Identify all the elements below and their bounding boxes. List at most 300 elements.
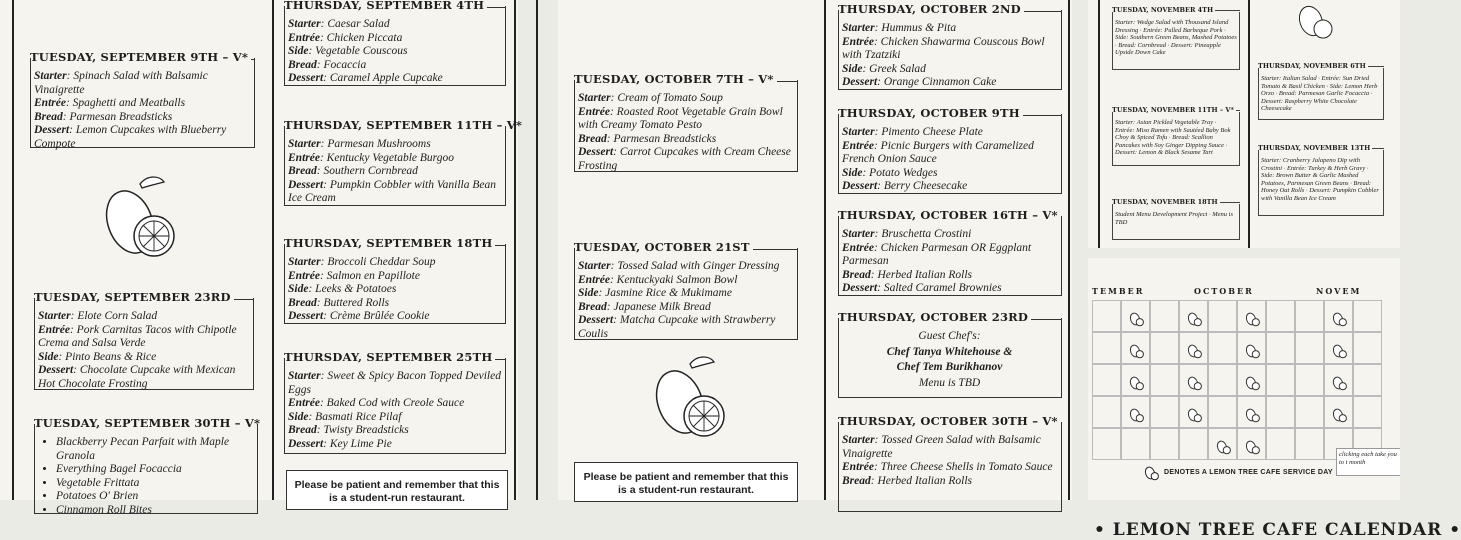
menu-line: Side: Greek Salad [842,62,926,75]
small-card-header [1112,7,1240,15]
september-menu-panel [0,0,523,516]
calendar-day-cell [1353,300,1382,332]
menu-dish: Basmati Rice Pilaf [315,410,402,423]
menu-line: Side: Jasmine Rice & Mukimame [578,287,732,299]
card-body [288,138,501,206]
small-card-rule [1372,148,1384,149]
card-body [288,256,501,324]
menu-card-oct-2 [838,2,1062,90]
menu-dish: Kentucky Vegetable Burgoo [326,151,454,164]
menu-line: Dessert: Matcha Cupcake with Strawberry Coulis [578,314,776,340]
menu-dish: Bruschetta Crostini [881,228,972,240]
card-title: THURSDAY, SEPTEMBER 25TH [284,350,493,365]
menu-line: Starter: Elote Corn Salad [38,310,158,322]
card-rule [753,249,798,250]
calendar-day-cell [1266,364,1295,396]
menu-dish: Roasted Root Vegetable Grain Bowl with Creamy Tomato Pesto [578,105,783,131]
card-rule [777,81,798,82]
menu-card-oct-7 [574,72,798,172]
menu-card-nov-11 [1112,106,1240,166]
menu-dish: Tossed Salad with Ginger Dressing [617,260,780,272]
menu-course-label: Bread [288,58,317,71]
card-body [38,436,253,517]
menu-dish: Cream of Tomato Soup [617,92,723,104]
card-title: THURSDAY, OCTOBER 30TH – V* [838,414,1058,429]
menu-course-label: Dessert [288,437,324,450]
menu-dish: Vegetable Couscous [315,45,408,57]
menu-course-label: Bread [578,300,607,313]
menu-line: Entrée: Salmon en Papillote [288,269,420,282]
calendar-day-cell [1266,300,1295,332]
calendar-day-cell [1295,300,1324,332]
menu-line: Side: Vegetable Couscous [288,45,408,57]
menu-course-label: Bread [288,165,317,177]
menu-dish: Berry Cheesecake [883,180,968,192]
card-title: TUESDAY, OCTOBER 21ST [574,240,750,255]
calendar-day-cell [1179,300,1208,332]
calendar-day-cell [1295,396,1324,428]
menu-line: Dessert: Chocolate Cupcake with Mexican Hot Chocolate Frosting [38,364,236,390]
left-border [536,0,538,500]
menu-course-label: Side [38,350,59,363]
card-rule [234,299,254,300]
month-link-note: clicking each take you to t month [1336,448,1400,476]
menu-course-label: Entrée [842,241,874,254]
menu-card-nov-4 [1112,6,1240,70]
lemon-day-icon [1129,406,1145,424]
lemon-day-icon [1216,438,1232,456]
menu-course-label: Starter [34,70,67,82]
calendar-day-cell [1353,364,1382,396]
calendar-title: • LEMON TREE CAFE CALENDAR • [1094,520,1461,540]
menu-dish: Chicken Shawarma Couscous Bowl with Tzatziki [842,35,1045,61]
menu-course-label: Dessert [578,314,614,326]
menu-course-label: Side [288,283,309,295]
card-header [284,118,523,134]
menu-dish: Jasmine Rice & Mukimame [605,287,732,299]
calendar-day-cell [1237,428,1266,460]
menu-dish: Japanese Milk Bread [613,300,711,313]
lemon-day-icon [1245,310,1261,328]
menu-line: Starter: Bruschetta Crostini [842,228,972,240]
menu-line: Dessert: Key Lime Pie [288,437,392,450]
menu-line: Dessert: Pumpkin Cobbler with Vanilla Bean Ice Cream [288,178,496,204]
card-rule [1061,423,1062,424]
menu-dish: Southern Cornbread [323,165,418,177]
menu-dish: Salted Caramel Brownies [883,282,1002,294]
october-menu-panel [558,0,1072,500]
card-rule [251,59,255,60]
menu-card-oct-21 [574,240,798,340]
card-body [34,70,250,151]
menu-line: Bread: Parmesan Breadsticks [34,110,173,123]
calendar-day-cell [1150,396,1179,428]
menu-course-label: Entrée [288,269,320,282]
card-body [842,434,1057,488]
menu-dish: Chicken Parmesan OR Eggplant Parmesan [842,241,1032,267]
card-title: THURSDAY, SEPTEMBER 18TH [284,236,493,251]
calendar-day-cell [1179,332,1208,364]
menu-course-label: Entrée [578,105,610,118]
card-header [574,240,798,256]
calendar-day-cell [1179,428,1208,460]
card-header [574,72,798,88]
lemon-day-icon [1245,342,1261,360]
menu-course-label: Side [842,166,863,179]
menu-card-sep-25 [284,350,506,454]
card-title: THURSDAY, SEPTEMBER 11TH – V* [284,118,523,133]
card-header [838,106,1062,122]
calendar-day-cell [1295,428,1324,460]
menu-course-label: Side [578,287,599,299]
card-header [284,236,506,252]
card-body [38,310,249,391]
card-title: THURSDAY, OCTOBER 9TH [838,106,1020,121]
calendar-day-cell [1295,364,1324,396]
calendar-day-cell [1208,332,1237,364]
menu-course-label: Entrée [842,35,874,48]
menu-dish: Hummus & Pita [881,22,957,34]
card-header [838,310,1062,326]
menu-card-sep-9 [30,50,255,150]
center-divider [824,0,826,500]
menu-card-oct-16 [838,208,1062,296]
lemon-day-icon [1245,406,1261,424]
menu-card-sep-30 [34,416,261,516]
lemon-day-icon [1332,342,1348,360]
menu-card-nov-18 [1112,198,1240,240]
card-body [578,92,793,173]
menu-line: Starter: Hummus & Pita [842,22,957,34]
lemon-day-icon [1245,438,1261,456]
calendar-day-cell [1092,428,1121,460]
menu-line: Bread: Buttered Rolls [288,296,390,309]
menu-dish: Sweet & Spicy Bacon Topped Deviled Eggs [288,370,501,396]
card-title: THURSDAY, OCTOBER 2ND [838,2,1021,17]
menu-bullet: • Blackberry Pecan Parfait with Maple Granola [56,436,253,463]
menu-dish: Carrot Cupcakes with Cream Cheese Frosting [578,146,791,172]
small-card-rule [1236,110,1240,111]
calendar-day-cell [1208,300,1237,332]
small-card-header [1258,63,1384,71]
menu-dish: Matcha Cupcake with Strawberry Coulis [578,314,776,340]
card-body [842,22,1057,90]
guest-line: Chef Tanya Whitehouse & [886,345,1013,358]
calendar-day-cell [1179,364,1208,396]
lemon-day-icon [1129,374,1145,392]
menu-dish: Pimento Cheese Plate [881,126,983,138]
card-header [34,416,261,432]
menu-course-label: Bread [842,268,871,281]
menu-course-label: Dessert [578,146,614,158]
menu-dish: Caesar Salad [327,18,390,30]
menu-line: Dessert: Carrot Cupcakes with Cream Cheese Frosting [578,146,791,172]
menu-dish: Orange Cinnamon Cake [883,76,997,88]
card-rule [1061,217,1062,218]
card-body [578,260,793,341]
menu-dish: Buttered Rolls [323,296,390,309]
menu-dish: Chocolate Cupcake with Mexican Hot Chocolate Frosting [38,364,236,390]
menu-card-nov-13 [1258,144,1384,216]
small-card-header [1112,107,1240,115]
lemon-day-icon [1187,406,1203,424]
guest-line: Chef Tem Burikhanov [896,361,1003,373]
menu-line: Entrée: Spaghetti and Meatballs [34,97,186,109]
menu-course-label: Starter [38,310,71,322]
menu-dish: Parmesan Breadsticks [613,132,717,145]
lemon-day-icon [1187,374,1203,392]
calendar-day-cell [1237,396,1266,428]
calendar-day-cell [1121,332,1150,364]
menu-line: Bread: Herbed Italian Rolls [842,268,973,281]
menu-course-label: Starter [578,260,611,272]
small-card-title: TUESDAY, NOVEMBER 18TH [1112,198,1218,206]
card-title: THURSDAY, OCTOBER 16TH – V* [838,208,1058,223]
card-title: THURSDAY, OCTOBER 23RD [838,310,1029,325]
right-border [1068,0,1070,500]
small-card-title: TUESDAY, NOVEMBER 4TH [1112,6,1214,14]
menu-bullet: • Vegetable Frittata [56,477,253,491]
menu-dish: Spaghetti and Meatballs [72,97,186,109]
card-body [288,18,501,86]
menu-line: Starter: Caesar Salad [288,18,390,30]
menu-course-label: Bread [34,110,63,123]
menu-course-label: Dessert [288,72,324,84]
calendar-day-cell [1237,300,1266,332]
menu-course-label: Dessert [842,76,878,88]
menu-course-label: Entrée [38,323,70,336]
calendar-day-cell [1353,332,1382,364]
menu-course-label: Starter [842,126,875,138]
menu-course-label: Entrée [288,397,320,409]
menu-card-nov-6 [1258,62,1384,120]
calendar-day-cell [1324,300,1353,332]
menu-dish: Herbed Italian Rolls [877,268,973,281]
menu-dish: Focaccia [323,58,367,71]
legend-lemon-icon [1144,464,1160,482]
right-border [514,0,516,500]
lemon-day-icon [1187,310,1203,328]
card-title: TUESDAY, SEPTEMBER 23RD [34,290,231,305]
calendar-day-cell [1353,396,1382,428]
menu-dish: Parmesan Breadsticks [69,110,173,123]
menu-course-label: Starter [842,228,875,240]
menu-bullet: • Cinnamon Roll Bites [56,504,253,518]
menu-course-label: Dessert [288,178,324,191]
menu-course-label: Side [288,45,309,57]
menu-line: Dessert: Orange Cinnamon Cake [842,76,997,88]
card-body [842,330,1057,390]
menu-card-sep-4 [284,0,506,86]
menu-dish: Pumpkin Cobbler with Vanilla Bean Ice Cream [288,178,496,204]
menu-course-label: Dessert [38,364,74,376]
card-title: TUESDAY, SEPTEMBER 30TH – V* [34,416,261,431]
menu-line: Starter: Spinach Salad with Balsamic Vinaigrette [34,70,208,96]
menu-dish: Twisty Breadsticks [323,424,409,436]
month-november[interactable]: NOVEM [1316,286,1362,296]
calendar-day-cell [1208,364,1237,396]
menu-course-label: Dessert [842,180,878,192]
menu-dish: Kentuckyaki Salmon Bowl [616,273,738,286]
menu-line: Entrée: Chicken Shawarma Couscous Bowl with Tzatziki [842,35,1045,61]
menu-line: Entrée: Three Cheese Shells in Tomato Sauce [842,461,1053,473]
menu-line: Bread: Parmesan Breadsticks [578,132,717,145]
small-card-rule [1215,10,1240,11]
menu-course-label: Entrée [842,139,874,152]
menu-dish: Salmon en Papillote [326,269,420,282]
card-header [34,290,254,306]
menu-line: Dessert: Salted Caramel Brownies [842,282,1002,294]
calendar-day-cell [1092,364,1121,396]
small-card-rule [1220,202,1240,203]
menu-line: Entrée: Roasted Root Vegetable Grain Bowl with Creamy Tomato Pesto [578,105,783,131]
menu-course-label: Starter [578,92,611,104]
menu-dish: Picnic Burgers with Caramelized French Onion Sauce [842,139,1034,165]
center-divider [272,0,274,500]
small-card-header [1112,199,1240,207]
menu-dish: Caramel Apple Cupcake [329,72,443,84]
menu-dish: Tossed Green Salad with Balsamic Vinaigrette [842,434,1041,460]
menu-line: Starter: Parmesan Mushrooms [288,138,431,150]
menu-dish: Potato Wedges [869,166,938,179]
menu-bullet: • Potatoes O' Brien [56,490,253,504]
card-rule [495,359,506,360]
lemon-illustration [650,352,730,444]
calendar-day-cell [1150,428,1179,460]
left-border [12,0,14,500]
menu-line: Entrée: Picnic Burgers with Caramelized French Onion Sauce [842,139,1034,165]
card-rule [1023,115,1062,116]
calendar-day-cell [1121,396,1150,428]
menu-dish: Pinto Beans & Rice [65,350,157,363]
card-header [838,208,1062,224]
lemon-day-icon [1129,342,1145,360]
card-header [30,50,255,66]
menu-dish: Leeks & Potatoes [315,283,397,295]
calendar-day-cell [1150,364,1179,396]
month-september[interactable]: TEMBER [1092,286,1145,296]
menu-line: Starter: Tossed Salad with Ginger Dressing [578,260,780,272]
lemon-day-icon [1332,406,1348,424]
menu-line: Entrée: Chicken Parmesan OR Eggplant Parmesan [842,241,1032,267]
menu-line: Side: Pinto Beans & Rice [38,350,157,363]
lemon-day-icon [1129,310,1145,328]
menu-card-sep-18 [284,236,506,324]
calendar-day-cell [1092,332,1121,364]
card-header [284,0,506,14]
menu-course-label: Bread [842,474,871,487]
menu-dish: Three Cheese Shells in Tomato Sauce [880,461,1053,473]
menu-course-label: Starter [288,18,321,30]
guest-line: Menu is TBD [918,376,981,389]
small-card-rule [1368,66,1384,67]
menu-dish: Greek Salad [869,62,926,75]
menu-dish: Baked Cod with Creole Sauce [326,397,465,409]
menu-line: Bread: Japanese Milk Bread [578,300,711,313]
lemon-day-icon [1332,374,1348,392]
small-card-title: THURSDAY, NOVEMBER 6TH [1258,62,1366,70]
menu-line: Starter: Tossed Green Salad with Balsamic Vinaigrette [842,434,1041,460]
menu-course-label: Starter [288,256,321,268]
menu-dish: Elote Corn Salad [77,310,158,322]
menu-course-label: Entrée [34,97,66,109]
menu-dish: Crème Brûlée Cookie [329,310,430,322]
card-header [838,414,1062,430]
menu-course-label: Dessert [288,310,324,322]
menu-dish: Parmesan Mushrooms [327,138,431,150]
menu-line: Dessert: Caramel Apple Cupcake [288,72,443,84]
calendar-day-cell [1150,300,1179,332]
menu-card-oct-9 [838,106,1062,194]
calendar-day-cell [1092,396,1121,428]
card-title: TUESDAY, SEPTEMBER 9TH – V* [30,50,249,65]
small-card-body: Starter: Italian Salad · Entrée: Sun Dried Tomato & Basil Chicken · Side: Lemon Herb Orzo · Bread: Parmesan Garlic Focaccia · Dessert: Raspberry White Chocolate Cheesecake [1261,75,1378,112]
small-card-body: Starter: Wedge Salad with Thousand Island Dressing · Entrée: Pulled Barbeque Pork · Side: Southern Green Beans, Mashed Potatoes · Bread: Cornbread · Dessert: Pineapple Upside Down Cake [1115,19,1237,56]
calendar-day-cell [1208,428,1237,460]
small-card-body: Student Menu Development Project · Menu is TBD [1115,211,1233,226]
card-header [284,350,506,366]
calendar-day-cell [1121,300,1150,332]
small-card-body: Starter: Asian Pickled Vegetable Tray · Entrée: Miso Ramen with Sautéed Baby Bok Choy & Spiced Tofu · Bread: Scallion Pancakes with Soy Ginger Dipping Sauce · Dessert: Lemon & Black Sesame Tart [1115,119,1231,156]
calendar-day-cell [1121,428,1150,460]
menu-dish: Pork Carnitas Tacos with Chipotle Crema and Salsa Verde [38,323,237,349]
small-card-body: Starter: Cranberry Jalapeno Dip with Crostini · Entrée: Turkey & Herb Gravy · Side: Brown Butter & Garlic Mashed Potatoes, Parmesan Green Beans · Bread: Honey Oat Rolls · Dessert: Pumpkin Cobbler with Vanilla Bean Ice Cream [1261,157,1379,202]
card-rule [495,245,506,246]
menu-line: Starter: Sweet & Spicy Bacon Topped Deviled Eggs [288,370,501,396]
calendar-day-cell [1150,332,1179,364]
menu-bullet-list [38,436,253,517]
menu-course-label: Starter [288,138,321,150]
calendar-day-cell [1324,364,1353,396]
menu-course-label: Starter [842,22,875,34]
card-rule [1031,319,1062,320]
menu-course-label: Dessert [842,282,878,294]
menu-course-label: Bread [288,424,317,436]
menu-line: Entrée: Baked Cod with Creole Sauce [288,397,465,409]
menu-course-label: Entrée [842,461,874,473]
menu-dish: Key Lime Pie [329,437,392,450]
small-card-title: THURSDAY, NOVEMBER 13TH [1258,144,1371,152]
calendar-day-cell [1295,332,1324,364]
month-october[interactable]: OCTOBER [1194,286,1254,296]
card-title: THURSDAY, SEPTEMBER 4TH [284,0,485,13]
lemon-day-icon [1187,342,1203,360]
calendar-day-cell [1208,396,1237,428]
menu-course-label: Entrée [578,273,610,286]
center-divider [1248,0,1250,248]
menu-card-sep-23 [34,290,254,390]
menu-line: Side: Leeks & Potatoes [288,283,397,295]
menu-course-label: Entrée [288,151,320,164]
menu-dish: Broccoli Cheddar Soup [327,256,436,268]
menu-line: Entrée: Pork Carnitas Tacos with Chipotle Crema and Salsa Verde [38,323,237,349]
card-body [288,370,501,451]
menu-course-label: Bread [288,296,317,309]
student-run-note: Please be patient and remember that this is a student-run restaurant. [286,470,508,510]
menu-course-label: Bread [578,132,607,145]
card-rule [1024,11,1062,12]
card-header [838,2,1062,18]
student-run-note: Please be patient and remember that this is a student-run restaurant. [574,462,798,502]
lemon-day-icon [1332,310,1348,328]
menu-line: Bread: Herbed Italian Rolls [842,474,973,487]
calendar-day-cell [1324,396,1353,428]
calendar-day-cell [1179,396,1208,428]
card-rule [487,7,506,8]
small-card-header [1258,145,1384,153]
menu-course-label: Side [842,62,863,75]
menu-line: Starter: Pimento Cheese Plate [842,126,983,138]
